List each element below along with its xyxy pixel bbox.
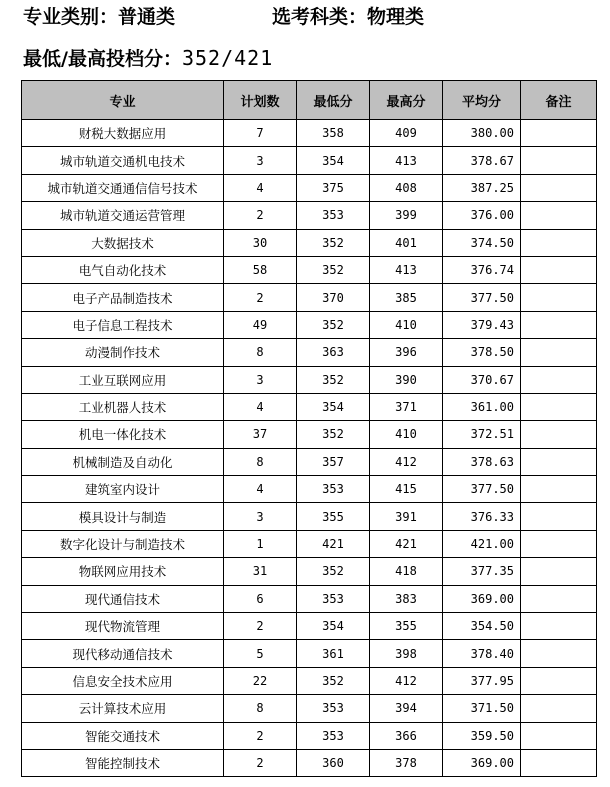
table-row xyxy=(22,284,597,311)
max-score-cell: 383 xyxy=(370,585,443,612)
avg-score-cell: 380.00 xyxy=(443,120,521,147)
min-score-cell: 352 xyxy=(297,366,370,393)
avg-score-cell: 377.35 xyxy=(443,558,521,585)
column-header-max-score: 最高分 xyxy=(370,81,443,120)
subject-category-value: 物理类 xyxy=(367,6,425,28)
note-cell xyxy=(521,366,597,393)
table-row xyxy=(22,229,597,256)
admission-score-table xyxy=(21,80,597,777)
major-cell: 城市轨道交通运营管理 xyxy=(22,202,224,229)
major-cell: 电气自动化技术 xyxy=(22,256,224,283)
subject-category-line xyxy=(272,5,424,29)
major-cell: 大数据技术 xyxy=(22,229,224,256)
avg-score-cell: 421.00 xyxy=(443,530,521,557)
subject-category-label: 选考科类： xyxy=(272,6,368,28)
note-cell xyxy=(521,202,597,229)
major-cell: 机电一体化技术 xyxy=(22,421,224,448)
plan-cell: 8 xyxy=(224,448,297,475)
max-score-cell: 418 xyxy=(370,558,443,585)
table-row xyxy=(22,722,597,749)
max-score-cell: 391 xyxy=(370,503,443,530)
max-score-cell: 390 xyxy=(370,366,443,393)
avg-score-cell: 359.50 xyxy=(443,722,521,749)
major-cell: 现代移动通信技术 xyxy=(22,640,224,667)
min-score-cell: 375 xyxy=(297,174,370,201)
table-row xyxy=(22,476,597,503)
min-score-cell: 370 xyxy=(297,284,370,311)
note-cell xyxy=(521,585,597,612)
major-cell: 数字化设计与制造技术 xyxy=(22,530,224,557)
table-row xyxy=(22,311,597,338)
table-row xyxy=(22,530,597,557)
table-row xyxy=(22,613,597,640)
note-cell xyxy=(521,722,597,749)
table-row xyxy=(22,695,597,722)
major-cell: 工业机器人技术 xyxy=(22,393,224,420)
min-score-cell: 353 xyxy=(297,585,370,612)
note-cell xyxy=(521,530,597,557)
note-cell xyxy=(521,284,597,311)
max-score-cell: 366 xyxy=(370,722,443,749)
table-row xyxy=(22,667,597,694)
max-score-cell: 412 xyxy=(370,667,443,694)
table-row xyxy=(22,421,597,448)
plan-cell: 6 xyxy=(224,585,297,612)
plan-cell: 58 xyxy=(224,256,297,283)
avg-score-cell: 376.33 xyxy=(443,503,521,530)
major-cell: 智能控制技术 xyxy=(22,749,224,776)
min-score-cell: 352 xyxy=(297,421,370,448)
note-cell xyxy=(521,448,597,475)
note-cell xyxy=(521,256,597,283)
plan-cell: 4 xyxy=(224,476,297,503)
avg-score-cell: 378.63 xyxy=(443,448,521,475)
min-score-cell: 352 xyxy=(297,667,370,694)
table-row xyxy=(22,120,597,147)
plan-cell: 8 xyxy=(224,339,297,366)
major-cell: 电子信息工程技术 xyxy=(22,311,224,338)
min-score-cell: 353 xyxy=(297,202,370,229)
avg-score-cell: 377.50 xyxy=(443,284,521,311)
plan-cell: 3 xyxy=(224,147,297,174)
avg-score-cell: 377.95 xyxy=(443,667,521,694)
avg-score-cell: 378.40 xyxy=(443,640,521,667)
score-range-line xyxy=(23,46,273,71)
note-cell xyxy=(521,339,597,366)
min-score-cell: 355 xyxy=(297,503,370,530)
major-cell: 建筑室内设计 xyxy=(22,476,224,503)
note-cell xyxy=(521,749,597,776)
major-cell: 云计算技术应用 xyxy=(22,695,224,722)
min-score-cell: 363 xyxy=(297,339,370,366)
table-row xyxy=(22,366,597,393)
major-category-label: 专业类别： xyxy=(23,6,119,28)
min-score-cell: 353 xyxy=(297,722,370,749)
max-score-cell: 355 xyxy=(370,613,443,640)
avg-score-cell: 378.67 xyxy=(443,147,521,174)
note-cell xyxy=(521,147,597,174)
major-cell: 模具设计与制造 xyxy=(22,503,224,530)
table-row xyxy=(22,558,597,585)
note-cell xyxy=(521,613,597,640)
max-score-cell: 378 xyxy=(370,749,443,776)
plan-cell: 22 xyxy=(224,667,297,694)
major-category-value: 普通类 xyxy=(118,6,176,28)
min-score-cell: 352 xyxy=(297,558,370,585)
min-score-cell: 358 xyxy=(297,120,370,147)
plan-cell: 7 xyxy=(224,120,297,147)
note-cell xyxy=(521,695,597,722)
major-cell: 现代物流管理 xyxy=(22,613,224,640)
table-row xyxy=(22,448,597,475)
major-cell: 信息安全技术应用 xyxy=(22,667,224,694)
max-score-cell: 412 xyxy=(370,448,443,475)
avg-score-cell: 369.00 xyxy=(443,749,521,776)
plan-cell: 5 xyxy=(224,640,297,667)
max-score-cell: 410 xyxy=(370,421,443,448)
table-row xyxy=(22,256,597,283)
max-score-cell: 396 xyxy=(370,339,443,366)
note-cell xyxy=(521,393,597,420)
max-score-cell: 399 xyxy=(370,202,443,229)
major-cell: 物联网应用技术 xyxy=(22,558,224,585)
major-cell: 财税大数据应用 xyxy=(22,120,224,147)
avg-score-cell: 371.50 xyxy=(443,695,521,722)
avg-score-cell: 372.51 xyxy=(443,421,521,448)
min-score-cell: 354 xyxy=(297,147,370,174)
major-cell: 电子产品制造技术 xyxy=(22,284,224,311)
table-row xyxy=(22,749,597,776)
plan-cell: 4 xyxy=(224,393,297,420)
max-score-cell: 408 xyxy=(370,174,443,201)
min-score-cell: 353 xyxy=(297,695,370,722)
avg-score-cell: 387.25 xyxy=(443,174,521,201)
avg-score-cell: 374.50 xyxy=(443,229,521,256)
major-cell: 智能交通技术 xyxy=(22,722,224,749)
max-score-cell: 385 xyxy=(370,284,443,311)
table-row xyxy=(22,339,597,366)
min-score-cell: 353 xyxy=(297,476,370,503)
min-score-cell: 354 xyxy=(297,613,370,640)
table-row xyxy=(22,640,597,667)
avg-score-cell: 379.43 xyxy=(443,311,521,338)
note-cell xyxy=(521,558,597,585)
column-header-min-score: 最低分 xyxy=(297,81,370,120)
major-cell: 城市轨道交通通信信号技术 xyxy=(22,174,224,201)
min-score-cell: 352 xyxy=(297,311,370,338)
plan-cell: 30 xyxy=(224,229,297,256)
min-score-cell: 352 xyxy=(297,256,370,283)
max-score-cell: 394 xyxy=(370,695,443,722)
min-score-cell: 361 xyxy=(297,640,370,667)
major-cell: 工业互联网应用 xyxy=(22,366,224,393)
score-range-label: 最低/最高投档分： xyxy=(23,48,182,70)
column-header-avg-score: 平均分 xyxy=(443,81,521,120)
min-score-cell: 357 xyxy=(297,448,370,475)
plan-cell: 2 xyxy=(224,749,297,776)
table-row xyxy=(22,174,597,201)
max-score-cell: 415 xyxy=(370,476,443,503)
plan-cell: 1 xyxy=(224,530,297,557)
max-score-cell: 409 xyxy=(370,120,443,147)
table-row xyxy=(22,585,597,612)
table-header-row xyxy=(22,81,597,120)
avg-score-cell: 370.67 xyxy=(443,366,521,393)
table-body xyxy=(22,120,597,777)
note-cell xyxy=(521,667,597,694)
major-cell: 城市轨道交通机电技术 xyxy=(22,147,224,174)
table-row xyxy=(22,503,597,530)
column-header-major: 专业 xyxy=(22,81,224,120)
plan-cell: 2 xyxy=(224,613,297,640)
avg-score-cell: 378.50 xyxy=(443,339,521,366)
avg-score-cell: 369.00 xyxy=(443,585,521,612)
min-score-cell: 354 xyxy=(297,393,370,420)
major-category-line xyxy=(23,5,175,29)
max-score-cell: 401 xyxy=(370,229,443,256)
min-score-cell: 421 xyxy=(297,530,370,557)
column-header-plan: 计划数 xyxy=(224,81,297,120)
plan-cell: 8 xyxy=(224,695,297,722)
plan-cell: 3 xyxy=(224,366,297,393)
table-row xyxy=(22,393,597,420)
plan-cell: 31 xyxy=(224,558,297,585)
max-score-cell: 410 xyxy=(370,311,443,338)
max-score-cell: 413 xyxy=(370,256,443,283)
plan-cell: 2 xyxy=(224,284,297,311)
plan-cell: 49 xyxy=(224,311,297,338)
avg-score-cell: 361.00 xyxy=(443,393,521,420)
note-cell xyxy=(521,311,597,338)
avg-score-cell: 377.50 xyxy=(443,476,521,503)
plan-cell: 4 xyxy=(224,174,297,201)
max-score-cell: 398 xyxy=(370,640,443,667)
avg-score-cell: 376.74 xyxy=(443,256,521,283)
note-cell xyxy=(521,421,597,448)
min-score-cell: 352 xyxy=(297,229,370,256)
column-header-note: 备注 xyxy=(521,81,597,120)
max-score-cell: 421 xyxy=(370,530,443,557)
note-cell xyxy=(521,476,597,503)
plan-cell: 2 xyxy=(224,202,297,229)
major-cell: 现代通信技术 xyxy=(22,585,224,612)
max-score-cell: 371 xyxy=(370,393,443,420)
note-cell xyxy=(521,229,597,256)
note-cell xyxy=(521,174,597,201)
major-cell: 动漫制作技术 xyxy=(22,339,224,366)
plan-cell: 37 xyxy=(224,421,297,448)
table-row xyxy=(22,202,597,229)
table-row xyxy=(22,147,597,174)
plan-cell: 3 xyxy=(224,503,297,530)
note-cell xyxy=(521,503,597,530)
min-score-cell: 360 xyxy=(297,749,370,776)
major-cell: 机械制造及自动化 xyxy=(22,448,224,475)
note-cell xyxy=(521,640,597,667)
avg-score-cell: 354.50 xyxy=(443,613,521,640)
max-score-cell: 413 xyxy=(370,147,443,174)
avg-score-cell: 376.00 xyxy=(443,202,521,229)
note-cell xyxy=(521,120,597,147)
score-range-value: 352/421 xyxy=(181,46,274,70)
plan-cell: 2 xyxy=(224,722,297,749)
